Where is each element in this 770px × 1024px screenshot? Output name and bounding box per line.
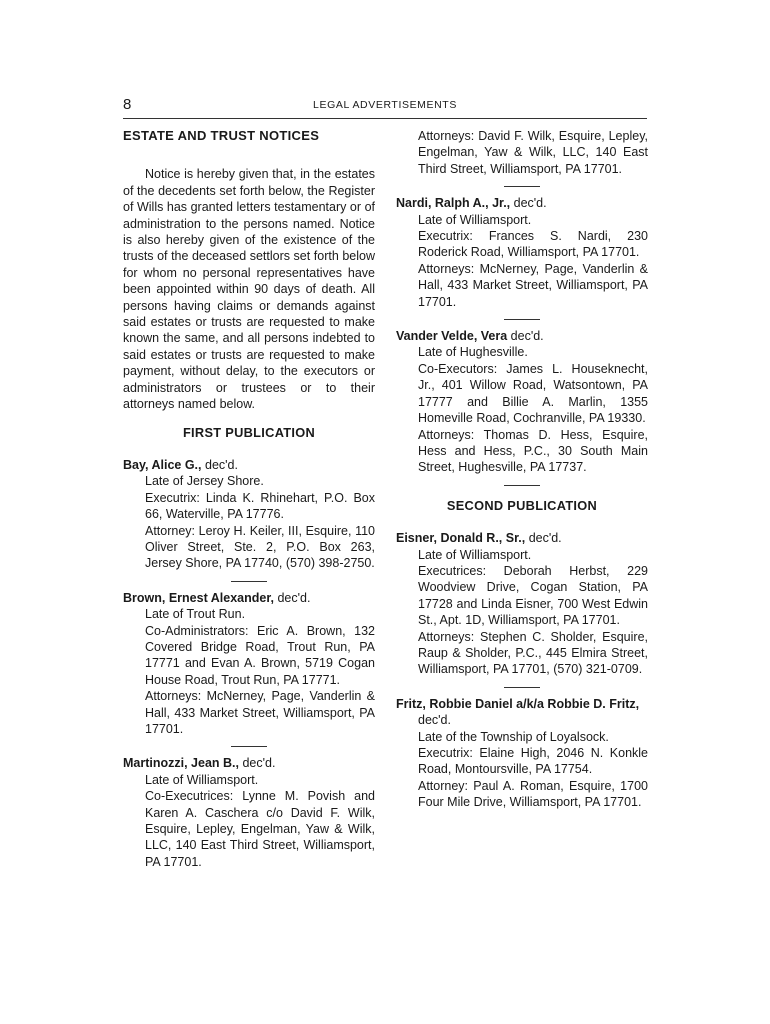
attorney-line: Attorneys: Thomas D. Hess, Esquire, Hess and Hess, P.C., 30 South Main Street, Hughesville, PA 17737. xyxy=(418,427,648,475)
representative-line: Co-Executors: James L. Houseknecht, Jr., 401 Willow Road, Watsontown, PA 17777 and Billie A. Marlin, 1355 Homeville Road, Cochranville, PA 19330. xyxy=(418,361,648,426)
attorney-line: Attorneys: Stephen C. Sholder, Esquire, Raup & Sholder, P.C., 445 Elmira Street, Williamsport, PA 17701, (570) 321-0709. xyxy=(418,629,648,677)
notice-entry xyxy=(396,530,648,678)
representative-line: Executrices: Deborah Herbst, 229 Woodview Drive, Cogan Station, PA 17728 and Linda Eisner, 700 West Edwin St., Apt. 1D, Williamsport, PA 17701. xyxy=(418,563,648,628)
representative-line: Executrix: Elaine High, 2046 N. Konkle Road, Montoursville, PA 17754. xyxy=(418,746,648,777)
first-publication-heading: FIRST PUBLICATION xyxy=(182,424,316,440)
residence-line: Late of Williamsport. xyxy=(418,547,532,562)
representative-line: Executrix: Frances S. Nardi, 230 Roderick Road, Williamsport, PA 17701. xyxy=(418,229,648,260)
entry-divider xyxy=(504,319,540,320)
representative-line: Co-Administrators: Eric A. Brown, 132 Covered Bridge Road, Trout Run, PA 17771 and Evan A. Brown, 5719 Cogan House Road, Trout Run, PA 17771. xyxy=(145,623,375,687)
left-column xyxy=(123,128,375,870)
decedent-name: Eisner, Donald R., Sr., dec'd. xyxy=(396,531,562,546)
decedent-name: Vander Velde, Vera dec'd. xyxy=(396,329,544,344)
right-column xyxy=(396,128,648,811)
notice-entry xyxy=(123,590,375,738)
attorney-line: Attorneys: McNerney, Page, Vanderlin & Hall, 433 Market Street, Williamsport, PA 17701. xyxy=(145,689,375,736)
page-number: 8 xyxy=(123,96,132,113)
entry-divider xyxy=(504,186,540,187)
residence-line: Late of the Township of Loyalsock. xyxy=(418,729,609,744)
entry-divider xyxy=(504,485,540,486)
attorney-line: Attorneys: McNerney, Page, Vanderlin & Hall, 433 Market Street, Williamsport, PA 17701. xyxy=(418,261,648,309)
intro-paragraph: Notice is hereby given that, in the estates of the decedents set forth below, the Register of Wills has granted letters testamentary or of administration to the persons named. Notice is also hereby given of the existence of the trusts of the deceased settlors set forth below for whom no personal representatives have been appointed within 90 days of death. All persons having claims or demands against said estates or trusts are requested to make known the same, and all persons indebted to said estates or trusts are requested to make payment, without delay, to the executors or administrators or trustees or to their attorneys named below. xyxy=(123,167,375,412)
decedent-name: Bay, Alice G., dec'd. xyxy=(123,457,238,472)
notice-entry xyxy=(396,195,648,310)
notice-entry xyxy=(123,457,375,572)
notice-entry xyxy=(396,696,648,811)
residence-line: Late of Williamsport. xyxy=(418,212,532,227)
attorney-line: Attorney: Leroy H. Keiler, III, Esquire, 110 Oliver Street, Ste. 2, P.O. Box 263, Jersey Shore, PA 17740, (570) 398-2750. xyxy=(145,523,375,571)
page-header xyxy=(123,96,647,119)
representative-line: Executrix: Linda K. Rhinehart, P.O. Box 66, Waterville, PA 17776. xyxy=(145,490,375,522)
decedent-name: Brown, Ernest Alexander, dec'd. xyxy=(123,590,311,605)
residence-line: Late of Hughesville. xyxy=(418,345,528,360)
second-publication-heading: SECOND PUBLICATION xyxy=(446,497,598,513)
section-title: ESTATE AND TRUST NOTICES xyxy=(123,128,320,143)
decedent-name: Martinozzi, Jean B., dec'd. xyxy=(123,756,276,771)
residence-line: Late of Trout Run. xyxy=(145,607,246,622)
notice-entry xyxy=(123,755,375,870)
running-title: LEGAL ADVERTISEMENTS xyxy=(313,99,457,111)
notice-entry xyxy=(396,328,648,476)
residence-line: Late of Williamsport. xyxy=(145,772,259,787)
entry-divider xyxy=(231,746,267,747)
residence-line: Late of Jersey Shore. xyxy=(145,474,264,489)
entry-divider xyxy=(231,581,267,582)
attorney-line: Attorneys: David F. Wilk, Esquire, Lepley, Engelman, Yaw & Wilk, LLC, 140 East Third Street, Williamsport, PA 17701. xyxy=(418,129,648,176)
attorney-line: Attorney: Paul A. Roman, Esquire, 1700 Four Mile Drive, Williamsport, PA 17701. xyxy=(418,778,648,810)
decedent-name: Fritz, Robbie Daniel a/k/a Robbie D. Fritz, dec'd. xyxy=(396,696,640,728)
decedent-name: Nardi, Ralph A., Jr., dec'd. xyxy=(396,196,547,211)
entry-divider xyxy=(504,687,540,688)
representative-line: Co-Executrices: Lynne M. Povish and Karen A. Caschera c/o David F. Wilk, Esquire, Lepley, Engelman, Yaw & Wilk, LLC, 140 East Third Street, Williamsport, PA 17701. xyxy=(145,789,375,869)
